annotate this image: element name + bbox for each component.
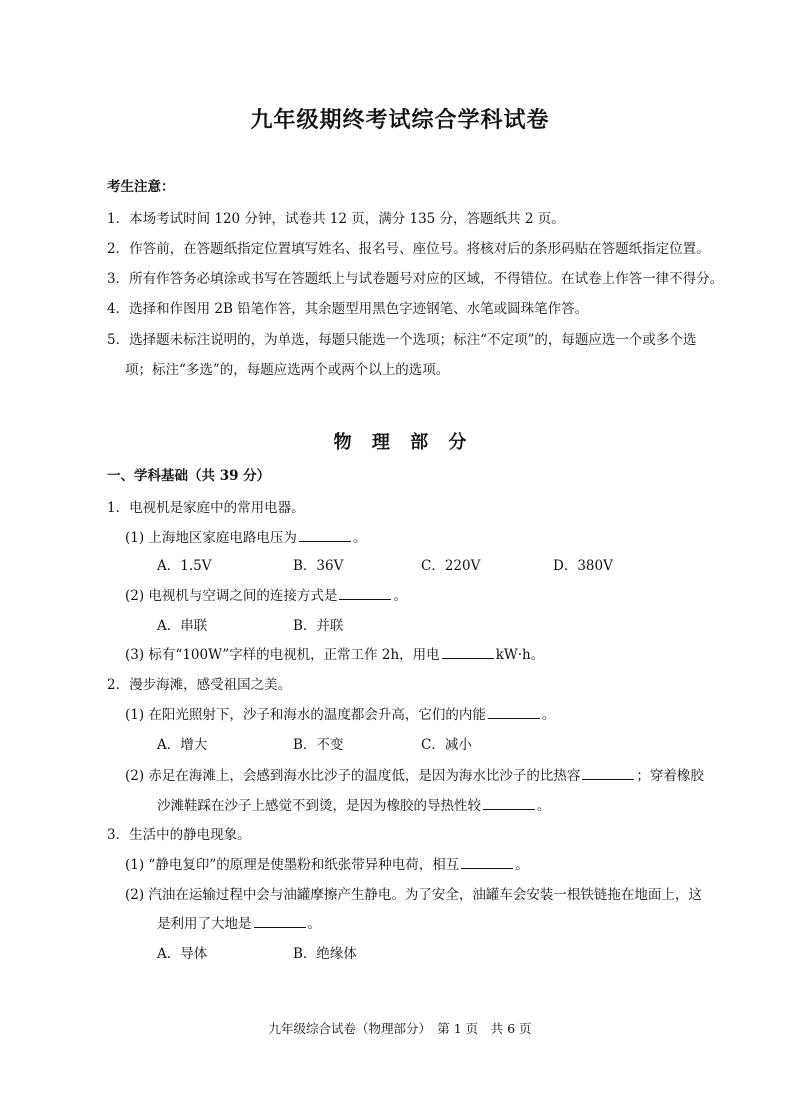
question-text: 。	[307, 916, 321, 932]
question-text: 。	[515, 857, 529, 873]
question-text: 。	[393, 588, 407, 604]
question-3-1	[125, 853, 529, 873]
answer-blank[interactable]	[483, 797, 535, 810]
notice-item: 4．选择和作图用 2B 铅笔作答，其余题型用黑色字迹钢笔、水笔或圆珠笔作答。	[107, 301, 589, 317]
question-text: 。	[541, 707, 556, 723]
answer-blank[interactable]	[461, 856, 513, 869]
question-3-2: (2) 汽油在运输过程中会与油罐摩擦产生静电。为了安全，油罐车会安装一根铁链拖在地面上，这	[125, 887, 702, 903]
option: C．减小	[421, 737, 472, 753]
option: B．并联	[293, 618, 344, 634]
option: A．1.5V	[157, 558, 212, 574]
question-text: (2) 赤足在海滩上，会感到海水比沙子的温度低，是因为海水比沙子的比热容	[125, 768, 581, 784]
page-footer: 九年级综合试卷（物理部分） 第 1 页 共 6 页	[268, 1021, 532, 1036]
question-1-3	[125, 643, 544, 663]
option: D．380V	[553, 558, 613, 574]
option: A．导体	[157, 946, 208, 962]
question-text: ；穿着橡胶	[636, 768, 704, 784]
question-text: (1) “静电复印”的原理是使墨粉和纸张带异种电荷，相互	[125, 857, 460, 873]
part-heading: 一、学科基础（共 39 分）	[107, 468, 271, 484]
notice-item: 项；标注“多选”的，每题应选两个或两个以上的选项。	[125, 362, 450, 378]
answer-blank[interactable]	[442, 646, 494, 659]
notice-heading: 考生注意：	[107, 179, 175, 195]
notice-item: 1．本场考试时间 120 分钟，试卷共 12 页，满分 135 分，答题纸共 2 页。	[107, 211, 565, 227]
question-text: 沙滩鞋踩在沙子上感觉不到烫，是因为橡胶的导热性较	[157, 798, 481, 814]
option: B．绝缘体	[293, 946, 357, 962]
question-2-stem: 2．漫步海滩，感受祖国之美。	[107, 677, 292, 693]
answer-blank[interactable]	[339, 587, 391, 600]
question-text: (1) 上海地区家庭电路电压为	[125, 530, 297, 546]
question-text: (1) 在阳光照射下，沙子和海水的温度都会升高，它们的内能	[125, 707, 486, 723]
exam-title: 九年级期终考试综合学科试卷	[250, 107, 550, 133]
question-text: 。	[537, 798, 551, 814]
option: A．增大	[157, 737, 208, 753]
question-text: 是利用了大地是	[157, 916, 252, 932]
question-1-stem: 1．电视机是家庭中的常用电器。	[107, 500, 305, 516]
question-text: 。	[352, 530, 367, 546]
question-text: (3) 标有“100W”字样的电视机，正常工作 2h，用电	[125, 647, 440, 663]
question-1-1	[125, 526, 366, 546]
question-text: kW·h。	[495, 647, 545, 663]
option: B．36V	[293, 558, 344, 574]
section-title: 物 理 部 分	[333, 432, 467, 453]
question-3-stem: 3．生活中的静电现象。	[107, 827, 251, 843]
option: B．不变	[293, 737, 344, 753]
answer-blank[interactable]	[254, 915, 306, 928]
answer-blank[interactable]	[488, 706, 540, 719]
answer-blank[interactable]	[299, 529, 351, 542]
question-2-2	[125, 764, 704, 784]
question-2-2-cont	[157, 794, 551, 814]
notice-item: 5．选择题未标注说明的，为单选，每题只能选一个选项；标注“不定项”的，每题应选一个或多个选	[107, 332, 697, 348]
question-1-2	[125, 584, 407, 604]
notice-item: 2．作答前，在答题纸指定位置填写姓名、报名号、座位号。将核对后的条形码贴在答题纸指定位置。	[107, 241, 710, 257]
answer-blank[interactable]	[582, 767, 634, 780]
notice-item: 3．所有作答务必填涂或书写在答题纸上与试卷题号对应的区域，不得错位。在试卷上作答一律不得分。	[107, 271, 724, 287]
option: C．220V	[421, 558, 481, 574]
option: A．串联	[157, 618, 208, 634]
question-3-2-cont	[157, 912, 321, 932]
question-text: (2) 电视机与空调之间的连接方式是	[125, 588, 338, 604]
question-2-1	[125, 703, 555, 723]
